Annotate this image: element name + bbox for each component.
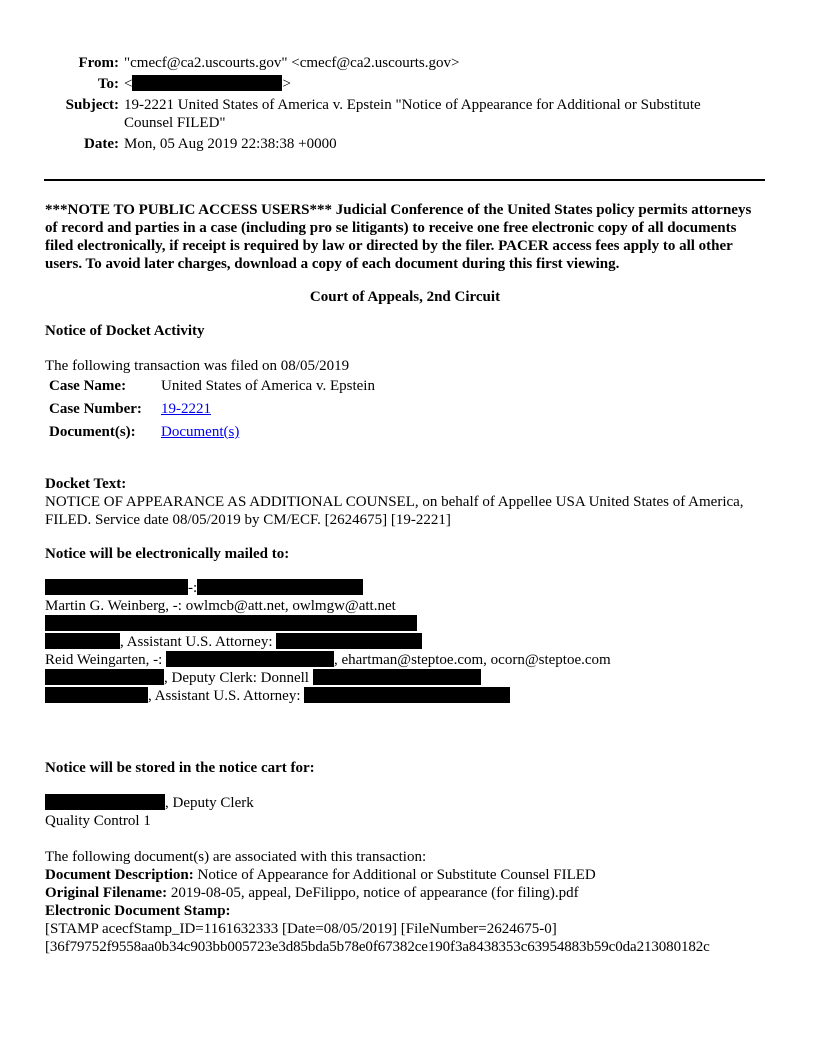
public-access-note: ***NOTE TO PUBLIC ACCESS USERS*** Judicial Conference of the United States policy permits attorneys of record and parties in a case (including pro se litigants) to receive one free electronic copy of all documents filed electronically, if receipt is required by law or directed by the filer. PACER access fees apply to all other users. To avoid later charges, download a copy of each document during this first viewing. (45, 202, 752, 272)
court-name: Court of Appeals, 2nd Circuit (309, 289, 501, 305)
case-number-link[interactable]: 19-2221 (161, 401, 211, 417)
redaction-block (304, 687, 510, 703)
docket-text: NOTICE OF APPEARANCE AS ADDITIONAL COUNSEL, on behalf of Appellee USA United States of America, FILED. Service date 08/05/2019 by CM/ECF. [2624675] [19-2221] (45, 494, 744, 528)
documents-link[interactable]: Document(s) (161, 424, 240, 440)
cart-heading: Notice will be stored in the notice cart for: (45, 760, 315, 776)
cart-list (45, 794, 765, 830)
to-value (124, 75, 744, 96)
subject-value: 19-2221 United States of America v. Epstein "Notice of Appearance for Additional or Substitute Counsel FILED" (124, 97, 701, 131)
from-value: "cmecf@ca2.uscourts.gov" <cmecf@ca2.uscourts.gov> (124, 55, 460, 71)
list-item (45, 651, 765, 669)
list-item-text: , ehartman@steptoe.com, ocorn@steptoe.com (333, 652, 611, 668)
associated-line: The following document(s) are associated with this transaction: (45, 849, 427, 865)
list-item (45, 687, 765, 705)
list-item (45, 633, 765, 651)
stamp-line-2: [36f79752f9558aa0b34c903bb005723e3d85bda5b78e0f67382ce190f3a8438353c63954883b59c0da213080182c (45, 939, 710, 955)
email-body (45, 201, 765, 956)
case-info-table (45, 375, 375, 444)
doc-description-label: Document Description: (45, 867, 194, 883)
list-item (45, 579, 765, 597)
from-label: From: (78, 55, 119, 71)
subject-label: Subject: (65, 97, 119, 113)
redaction-block (276, 633, 422, 649)
redaction-block (166, 651, 334, 667)
redaction-block (132, 75, 282, 91)
to-close: > (282, 76, 291, 92)
separator: -: (188, 580, 198, 596)
redaction-block (45, 687, 148, 703)
stamp-line-1: [STAMP acecfStamp_ID=1161632333 [Date=08/05/2019] [FileNumber=2624675-0] (45, 921, 557, 937)
list-item-text: , Deputy Clerk: Donnell (164, 670, 309, 686)
filed-line: The following transaction was filed on 08/05/2019 (45, 358, 350, 374)
list-item-text: , Deputy Clerk (165, 795, 254, 811)
redaction-block (45, 579, 188, 595)
mailed-list (45, 579, 765, 705)
list-item (45, 794, 765, 812)
date-value: Mon, 05 Aug 2019 22:38:38 +0000 (124, 136, 337, 152)
original-filename-value: 2019-08-05, appeal, DeFilippo, notice of appearance (for filing).pdf (170, 885, 579, 901)
to-label: To: (97, 76, 119, 92)
case-name-value: United States of America v. Epstein (161, 378, 375, 394)
redaction-block (45, 615, 417, 631)
list-item: Martin G. Weinberg, -: owlmcb@att.net, owlmgw@att.net (45, 598, 396, 614)
docket-text-label: Docket Text: (45, 476, 127, 492)
list-item-text: , Assistant U.S. Attorney: (148, 688, 301, 704)
list-item-text: , Assistant U.S. Attorney: (120, 634, 273, 650)
notice-heading: Notice of Docket Activity (45, 323, 205, 339)
list-item (45, 615, 765, 633)
email-header (44, 54, 744, 153)
list-item-text: Reid Weingarten, -: (45, 652, 163, 668)
to-open: < (124, 76, 133, 92)
case-name-label: Case Name: (49, 378, 127, 394)
list-item (45, 669, 765, 687)
redaction-block (45, 669, 164, 685)
original-filename-label: Original Filename: (45, 885, 168, 901)
redaction-block (45, 633, 120, 649)
redaction-block (313, 669, 481, 685)
header-divider (44, 179, 765, 181)
stamp-label: Electronic Document Stamp: (45, 903, 231, 919)
case-number-label: Case Number: (49, 401, 142, 417)
doc-description-value: Notice of Appearance for Additional or Substitute Counsel FILED (197, 867, 596, 883)
date-label: Date: (84, 136, 119, 152)
list-item: Quality Control 1 (45, 813, 151, 829)
redaction-block (45, 794, 165, 810)
documents-label: Document(s): (49, 424, 136, 440)
mailed-heading: Notice will be electronically mailed to: (45, 546, 290, 562)
redaction-block (197, 579, 363, 595)
